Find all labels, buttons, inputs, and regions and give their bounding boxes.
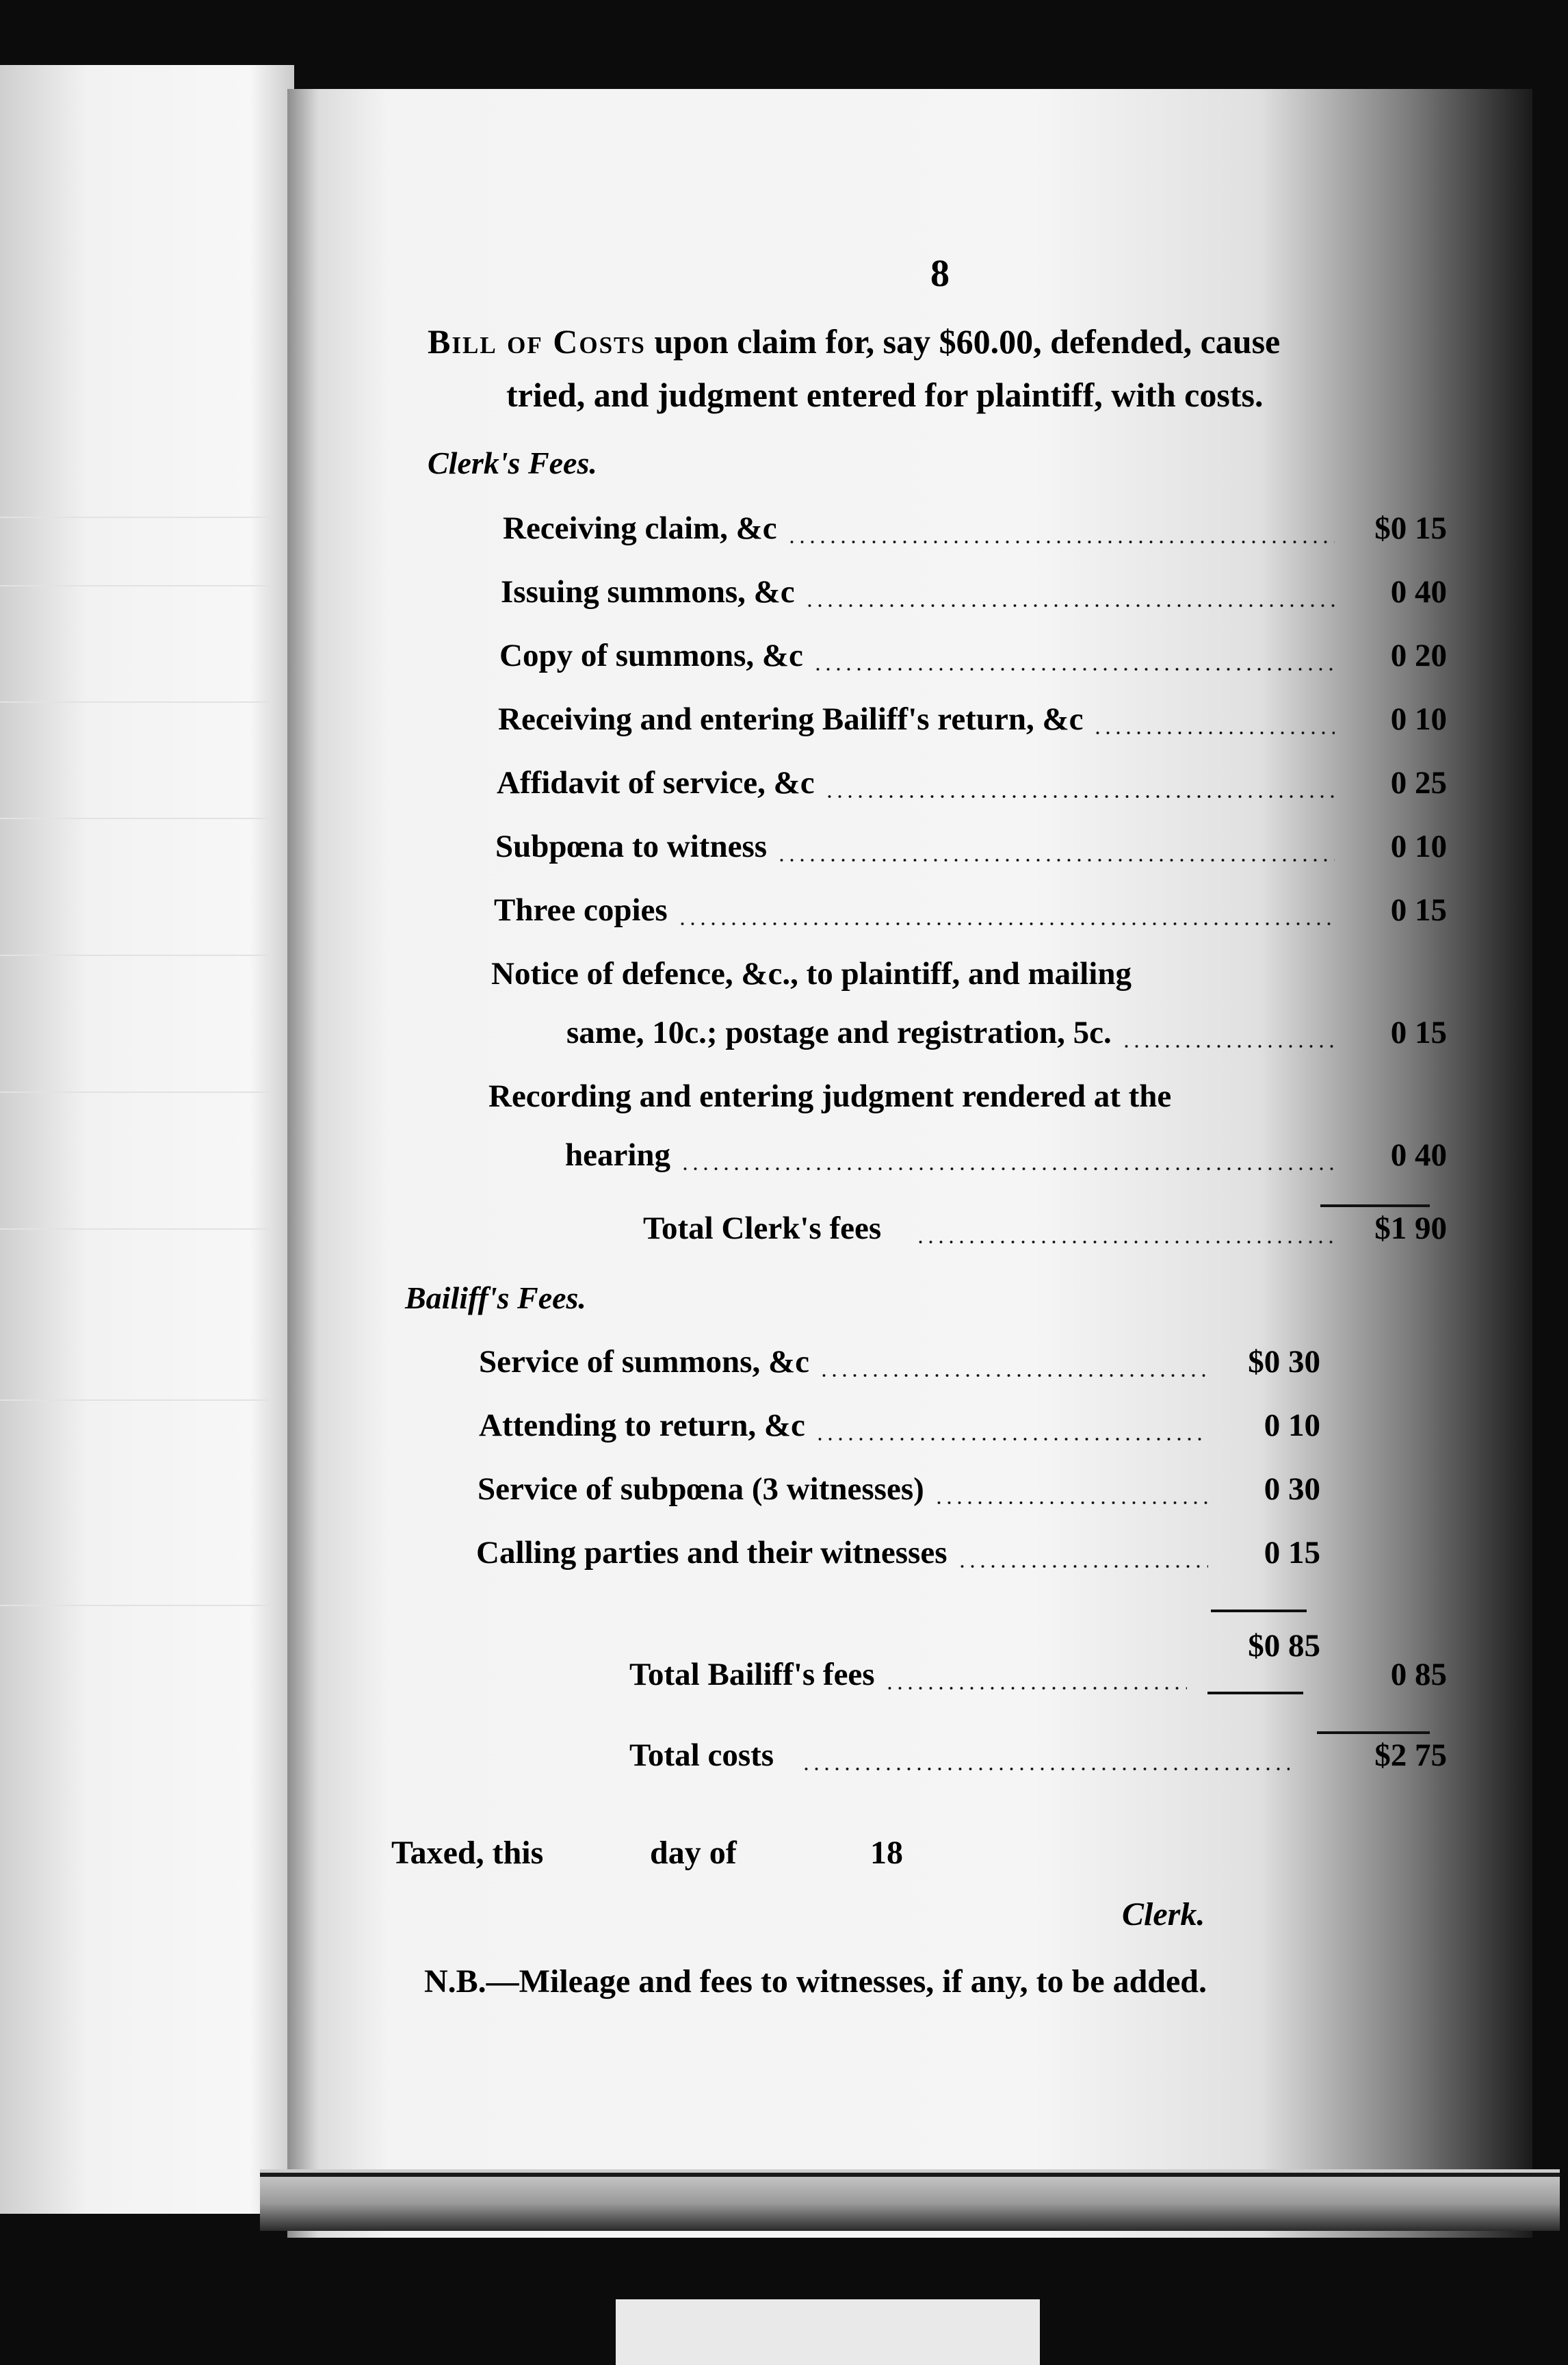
document-title-line-1 bbox=[428, 322, 1280, 361]
bottom-rule bbox=[260, 2173, 1560, 2177]
leader-dots bbox=[957, 1564, 1209, 1568]
fee-amount: 0 25 bbox=[1390, 765, 1447, 801]
leader-dots bbox=[776, 858, 1335, 862]
leader-dots bbox=[934, 1501, 1208, 1505]
fee-label: hearing bbox=[565, 1137, 671, 1173]
leader-dots bbox=[824, 794, 1335, 799]
year-label: 18 bbox=[870, 1835, 903, 1871]
leader-dots bbox=[1093, 731, 1335, 735]
total-bailiff-fees-row bbox=[629, 1656, 1447, 1700]
leader-dots bbox=[680, 1167, 1335, 1171]
fee-amount: 0 40 bbox=[1390, 1137, 1447, 1173]
document-title-line-2: tried, and judgment entered for plaintiff, with costs. bbox=[506, 376, 1264, 414]
leader-dots bbox=[805, 604, 1335, 608]
fee-amount: 0 15 bbox=[1264, 1535, 1320, 1571]
leader-dots bbox=[813, 667, 1335, 671]
fee-label: Affidavit of service, &c bbox=[497, 765, 815, 801]
subtotal-rule bbox=[1207, 1692, 1303, 1694]
total-costs-row bbox=[629, 1737, 1447, 1781]
bailiff-fee-row bbox=[479, 1343, 1320, 1387]
total-amount: $2 75 bbox=[1374, 1737, 1447, 1773]
fee-amount: 0 15 bbox=[1390, 892, 1447, 928]
leader-dots bbox=[801, 1767, 1290, 1771]
fee-label: Service of summons, &c bbox=[479, 1344, 809, 1380]
fee-label: Copy of summons, &c bbox=[499, 638, 803, 673]
fee-amount: 0 20 bbox=[1390, 638, 1447, 673]
total-label: Total costs bbox=[629, 1737, 774, 1773]
clerk-fee-row bbox=[565, 1137, 1447, 1180]
leader-dots bbox=[1121, 1044, 1335, 1048]
clerk-fee-row bbox=[503, 510, 1447, 554]
title-lead: Bill of Costs bbox=[428, 322, 646, 361]
fee-label: Subpœna to witness bbox=[495, 829, 768, 864]
fee-amount: 0 10 bbox=[1264, 1408, 1320, 1443]
clerk-fee-row bbox=[497, 764, 1447, 808]
leader-dots bbox=[815, 1437, 1208, 1441]
fee-label: Receiving claim, &c bbox=[503, 511, 777, 546]
fee-amount: 0 10 bbox=[1390, 701, 1447, 737]
nb-note: N.B.—Mileage and fees to witnesses, if any, to be added. bbox=[424, 1963, 1207, 2000]
fee-amount: 0 40 bbox=[1390, 574, 1447, 610]
title-rest: upon claim for, say $60.00, defended, cause bbox=[654, 322, 1281, 361]
leader-dots bbox=[819, 1373, 1208, 1378]
subtotal-rule bbox=[1317, 1731, 1430, 1734]
fee-label: Issuing summons, &c bbox=[501, 574, 795, 610]
fee-label: Receiving and entering Bailiff's return, &c bbox=[498, 701, 1084, 737]
bailiff-fee-row bbox=[478, 1471, 1320, 1514]
fee-amount: 0 30 bbox=[1264, 1471, 1320, 1507]
clerk-fee-row bbox=[495, 828, 1447, 872]
day-of-label: day of bbox=[650, 1835, 737, 1871]
total-label: Total Clerk's fees bbox=[643, 1211, 882, 1246]
fee-label: Service of subpœna (3 witnesses) bbox=[478, 1471, 924, 1507]
subtotal-rule bbox=[1320, 1204, 1430, 1207]
page-edge bbox=[260, 2169, 1560, 2231]
total-label: Total Bailiff's fees bbox=[629, 1657, 875, 1692]
leader-dots bbox=[677, 922, 1335, 926]
bailiff-fee-row bbox=[476, 1534, 1320, 1578]
fee-label: same, 10c.; postage and registration, 5c. bbox=[566, 1015, 1112, 1050]
clerk-fees-heading: Clerk's Fees. bbox=[428, 445, 597, 480]
leader-dots bbox=[915, 1240, 1335, 1244]
bailiff-fees-heading: Bailiff's Fees. bbox=[405, 1280, 586, 1315]
total-clerk-fees-row bbox=[643, 1210, 1447, 1254]
fee-amount: 0 10 bbox=[1390, 829, 1447, 864]
subtotal-rule bbox=[1211, 1610, 1307, 1612]
notice-line-1: Notice of defence, &c., to plaintiff, and mailing bbox=[491, 956, 1132, 992]
total-amount: 0 85 bbox=[1390, 1657, 1447, 1692]
fee-label: Three copies bbox=[494, 892, 668, 928]
facing-page bbox=[0, 65, 294, 2214]
clerk-fee-row bbox=[499, 637, 1447, 681]
fee-amount: $0 15 bbox=[1374, 511, 1447, 546]
fee-amount: 0 15 bbox=[1390, 1015, 1447, 1050]
total-amount: $1 90 bbox=[1374, 1211, 1447, 1246]
leader-dots bbox=[787, 540, 1335, 544]
fee-amount: $0 30 bbox=[1248, 1344, 1320, 1380]
bailiff-subtotal: $0 85 bbox=[1248, 1628, 1320, 1664]
page-tab bbox=[616, 2299, 1040, 2365]
leader-dots bbox=[885, 1686, 1187, 1690]
recording-line-1: Recording and entering judgment rendered at the bbox=[488, 1078, 1172, 1114]
fee-label: Calling parties and their witnesses bbox=[476, 1535, 948, 1571]
clerk-signature: Clerk. bbox=[1122, 1896, 1205, 1933]
clerk-fee-row bbox=[498, 701, 1447, 745]
clerk-fee-row bbox=[566, 1014, 1447, 1058]
taxed-label: Taxed, this bbox=[391, 1835, 544, 1871]
clerk-fee-row bbox=[494, 892, 1447, 935]
bailiff-fee-row bbox=[479, 1407, 1320, 1451]
clerk-fee-row bbox=[501, 573, 1447, 617]
page-number: 8 bbox=[930, 253, 950, 295]
fee-label: Attending to return, &c bbox=[479, 1408, 805, 1443]
